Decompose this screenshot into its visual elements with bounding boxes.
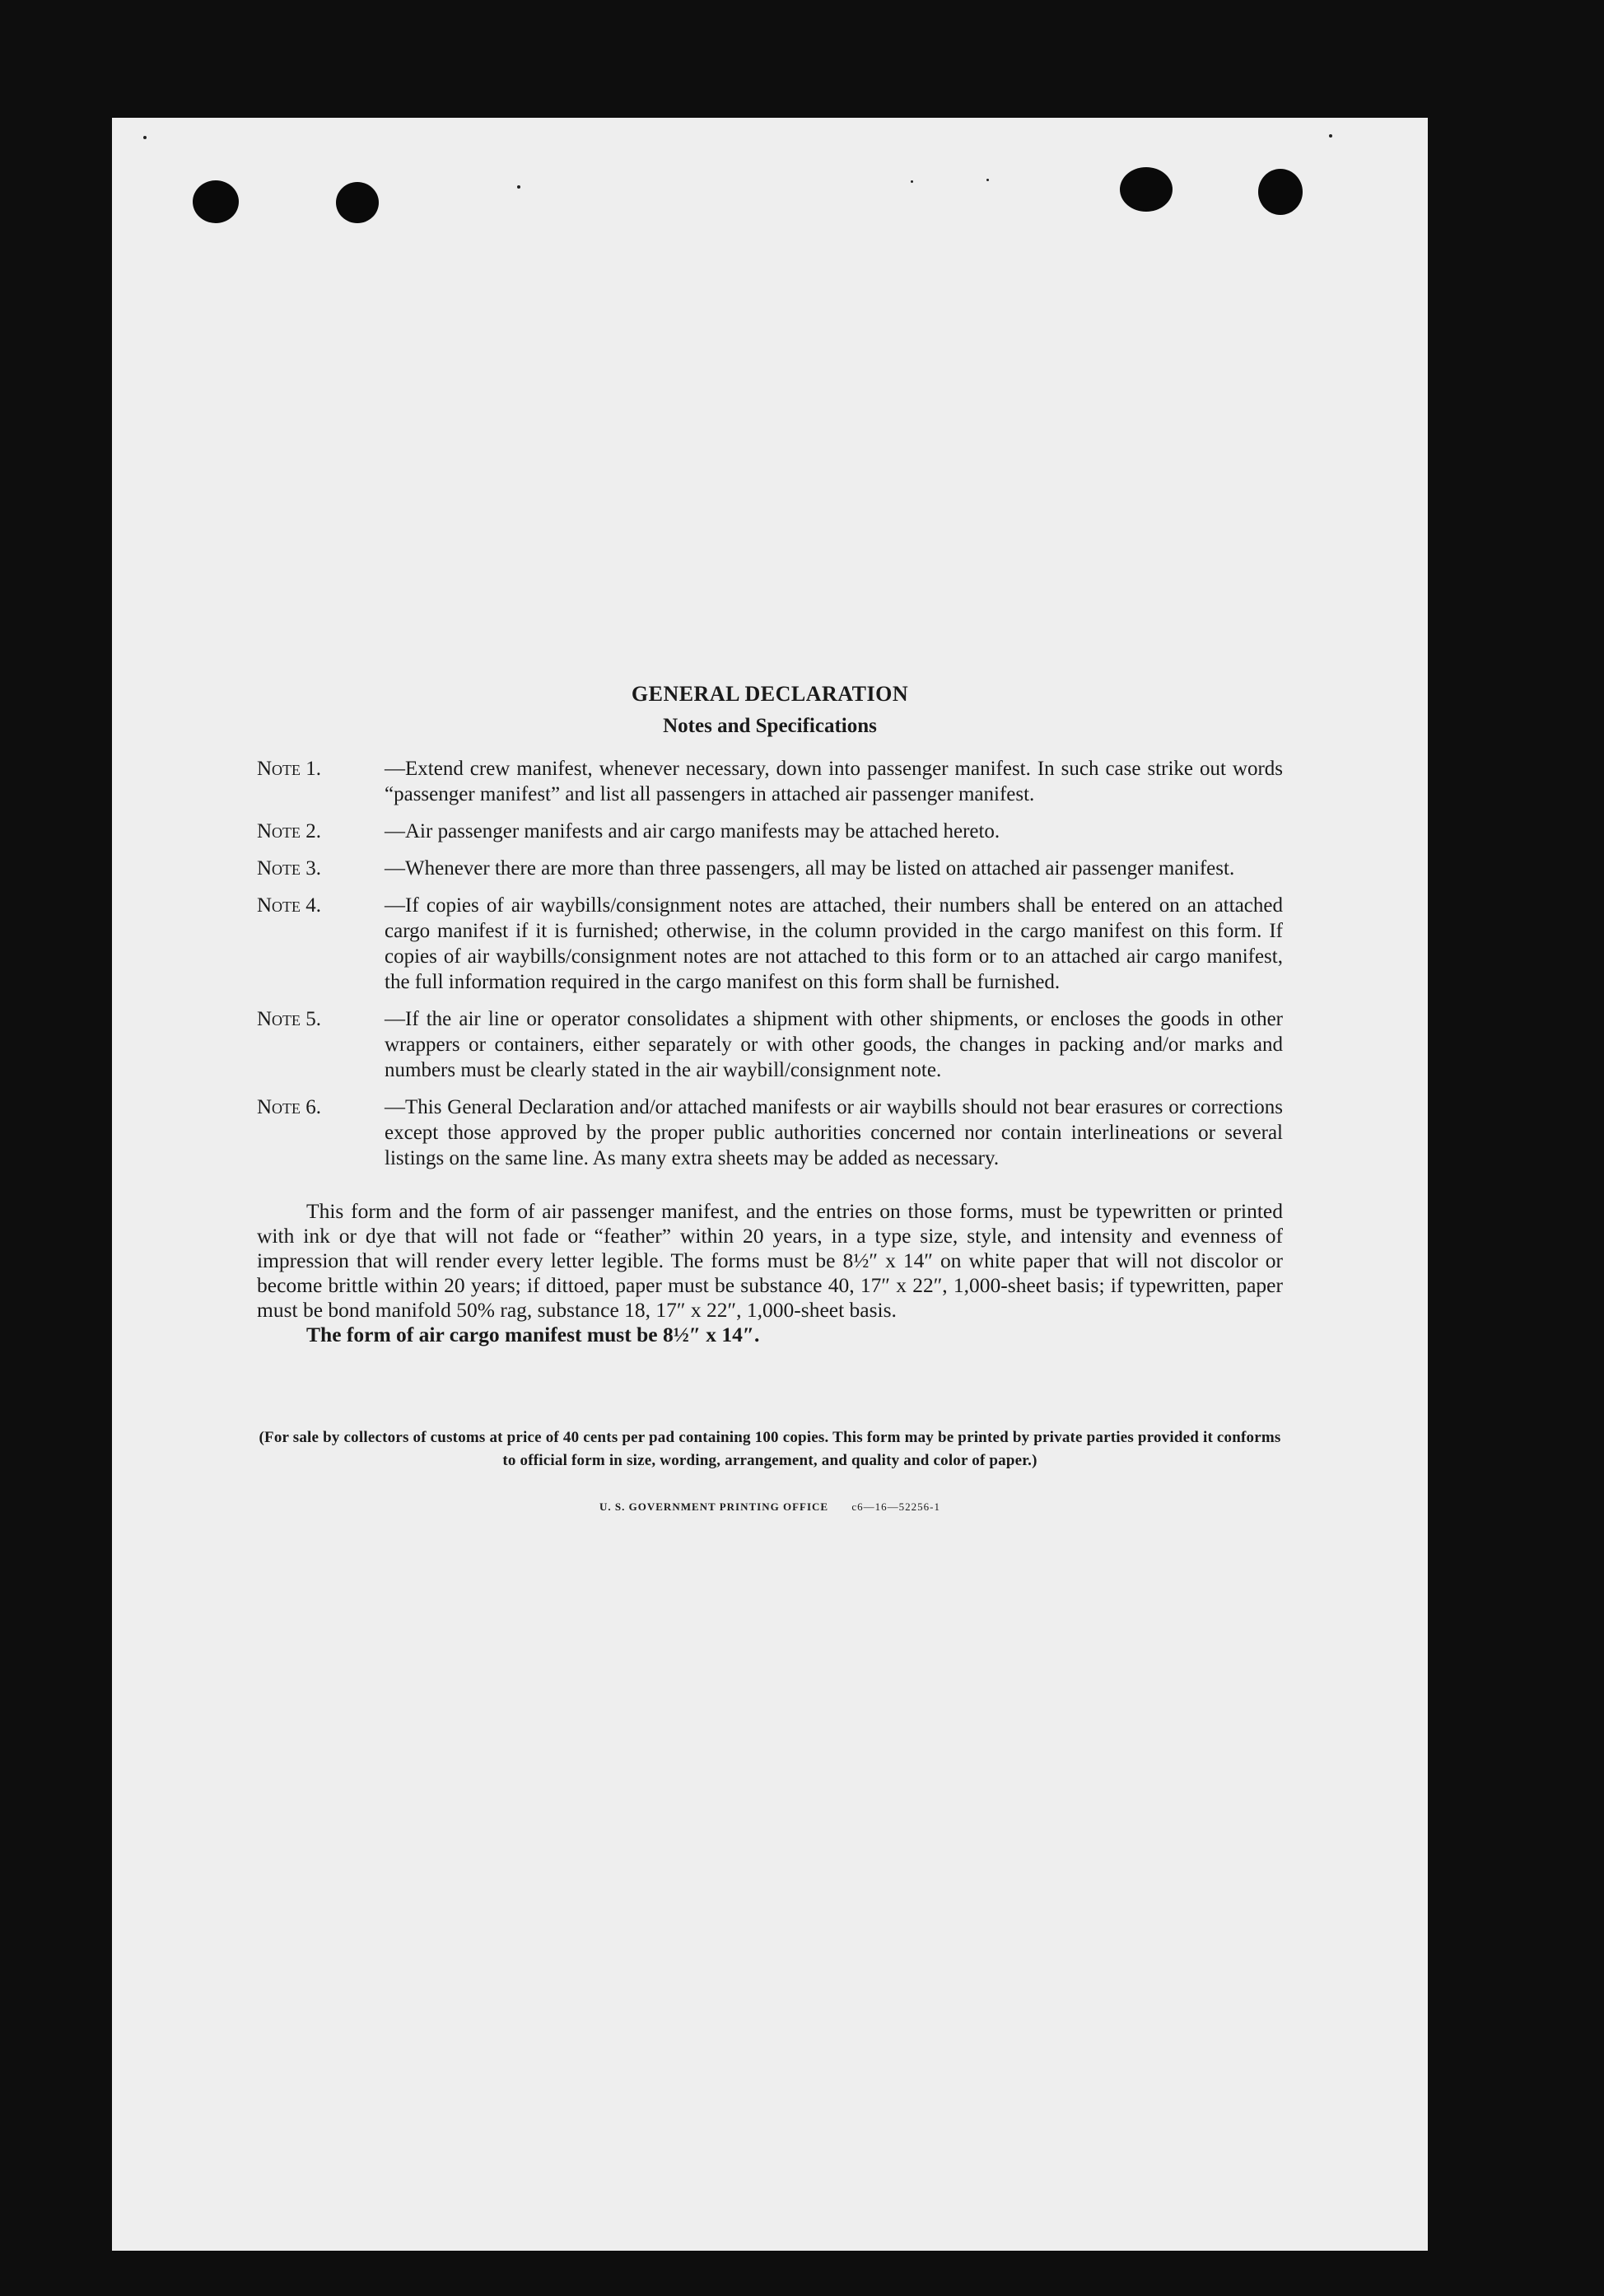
note-text: —This General Declaration and/or attached manifests or air waybills should not bear erasures or corrections except those approved by the proper public authorities concerned nor contain interlineations or several listings on the same line. As many extra sheets may be added as necessary. <box>385 1096 1283 1169</box>
note-label: Note 3. <box>257 857 322 880</box>
note-5 <box>257 1006 1283 1083</box>
note-text: —Air passenger manifests and air cargo manifests may be attached hereto. <box>385 820 1000 842</box>
print-code: c6—16—52256-1 <box>851 1500 940 1513</box>
note-text: —If the air line or operator consolidates a shipment with other shipments, or encloses the goods in other wrappers or containers, either separately or with other goods, the changes in packing and/or marks and numbers must be clearly stated in the air waybill/consignment note. <box>385 1008 1283 1081</box>
dust-speck <box>517 185 520 189</box>
document-title: GENERAL DECLARATION <box>631 682 909 706</box>
note-label: Note 4. <box>257 894 322 917</box>
paper-sheet <box>112 118 1428 2251</box>
document-subtitle: Notes and Specifications <box>663 715 877 737</box>
note-3 <box>257 856 1283 881</box>
sale-notice: (For sale by collectors of customs at price of 40 cents per pad containing 100 copies. This form may be printed by private parties provided it conforms to official form in size, wording, arrangement, and quality and color of paper.) <box>259 1429 1281 1469</box>
note-label: Note 5. <box>257 1008 322 1030</box>
dust-speck <box>1329 134 1332 138</box>
punch-hole <box>336 182 379 223</box>
note-text: —Extend crew manifest, whenever necessary, down into passenger manifest. In such case strike out words “passenger manifest” and list all passengers in attached air passenger manifest. <box>385 758 1283 805</box>
specification-paragraph: This form and the form of air passenger manifest, and the entries on those forms, must be typewritten or printed with ink or dye that will not fade or “feather” within 20 years, in a type size, style, and intensity and evenness of impression that will render every letter legible. The forms must be 8½″ x 14″ on white paper that will not discolor or become brittle within 20 years; if dittoed, paper must be substance 40, 17″ x 22″, 1,000-sheet basis; if typewritten, paper must be bond manifold 50% rag, substance 18, 17″ x 22″, 1,000-sheet basis. <box>257 1199 1283 1322</box>
dust-speck <box>986 179 989 181</box>
dust-speck <box>143 136 147 139</box>
punch-hole <box>1120 167 1173 212</box>
note-2 <box>257 819 1283 844</box>
note-1 <box>257 756 1283 807</box>
cargo-manifest-size: The form of air cargo manifest must be 8½″ x 14″. <box>306 1323 760 1346</box>
punch-hole <box>193 180 239 223</box>
note-text: —Whenever there are more than three passengers, all may be listed on attached air passenger manifest. <box>385 857 1235 880</box>
note-label: Note 2. <box>257 820 322 842</box>
dust-speck <box>911 180 913 183</box>
note-text: —If copies of air waybills/consignment notes are attached, their numbers shall be entered on an attached cargo manifest if it is furnished; otherwise, in the column provided in the cargo manifest on this form. If copies of air waybills/consignment notes are not attached to this form or to an attached air cargo manifest, the full information required in the cargo manifest on this form shall be furnished. <box>385 894 1283 993</box>
note-4 <box>257 893 1283 995</box>
note-6 <box>257 1094 1283 1171</box>
punch-hole <box>1258 169 1303 215</box>
printer-name: U. S. GOVERNMENT PRINTING OFFICE <box>599 1500 829 1513</box>
declaration-notes <box>257 682 1283 1514</box>
printer-line <box>257 1500 1283 1514</box>
note-label: Note 1. <box>257 758 322 780</box>
note-label: Note 6. <box>257 1096 322 1118</box>
